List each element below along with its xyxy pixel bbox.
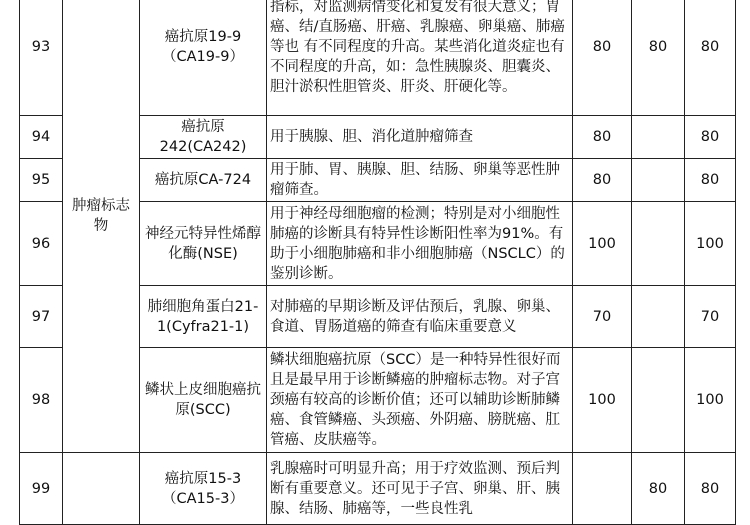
item-name: 癌抗原19-9（CA19-9） bbox=[140, 0, 267, 116]
value-col-3: 100 bbox=[685, 202, 736, 286]
value-col-2: 80 bbox=[632, 453, 685, 525]
item-description: 用于胰腺、胆、消化道肿瘤筛查 bbox=[267, 116, 573, 159]
category-cell-continued bbox=[63, 453, 140, 525]
item-name: 神经元特异性烯醇化酶(NSE) bbox=[140, 202, 267, 286]
item-description: 用于神经母细胞瘤的检测；特别是对小细胞性肺癌的诊断具有特异性诊断阳性率为91%。有助于小细胞肺癌和非小细胞肺癌（NSCLC）的鉴别诊断。 bbox=[267, 202, 573, 286]
value-col-2 bbox=[632, 202, 685, 286]
value-col-3: 70 bbox=[685, 286, 736, 348]
value-col-1: 80 bbox=[573, 159, 632, 202]
row-number: 96 bbox=[20, 202, 63, 286]
value-col-2 bbox=[632, 116, 685, 159]
value-col-1: 100 bbox=[573, 202, 632, 286]
row-number: 98 bbox=[20, 348, 63, 453]
item-description: 乳腺癌时可明显升高；用于疗效监测、预后判断有重要意义。还可见于子宫、卵巢、肝、胰腺、结肠、肺癌等，一些良性乳 bbox=[267, 453, 573, 525]
value-col-1: 70 bbox=[573, 286, 632, 348]
value-col-1 bbox=[573, 453, 632, 525]
item-name: 肺细胞角蛋白21-1(Cyfra21-1) bbox=[140, 286, 267, 348]
value-col-2 bbox=[632, 286, 685, 348]
value-col-2: 80 bbox=[632, 0, 685, 116]
item-name: 癌抗原15-3（CA15-3） bbox=[140, 453, 267, 525]
row-number: 93 bbox=[20, 0, 63, 116]
value-col-2 bbox=[632, 159, 685, 202]
item-description: 指标，对监测病情变化和复发有很大意义；胃癌、结/直肠癌、肝癌、乳腺癌、卵巢癌、肺癌等也 有不同程度的升高。某些消化道炎症也有不同程度的升高，如：急性胰腺炎、胆囊炎、胆汁淤积性胆管炎、肝炎、肝硬化等。 bbox=[267, 0, 573, 116]
exam-items-table bbox=[19, 0, 736, 525]
value-col-1: 80 bbox=[573, 0, 632, 116]
value-col-1: 100 bbox=[573, 348, 632, 453]
item-description: 鳞状细胞癌抗原（SCC）是一种特异性很好而且是最早用于诊断鳞癌的肿瘤标志物。对子宫颈癌有较高的诊断价值；还可以辅助诊断肺鳞癌、食管鳞癌、头颈癌、外阴癌、膀胱癌、肛管癌、皮肤癌等。 bbox=[267, 348, 573, 453]
value-col-2 bbox=[632, 348, 685, 453]
value-col-1: 80 bbox=[573, 116, 632, 159]
table-row bbox=[20, 453, 736, 525]
item-name: 鳞状上皮细胞癌抗原(SCC) bbox=[140, 348, 267, 453]
value-col-3: 80 bbox=[685, 116, 736, 159]
value-col-3: 100 bbox=[685, 348, 736, 453]
value-col-3: 80 bbox=[685, 159, 736, 202]
value-col-3: 80 bbox=[685, 0, 736, 116]
item-name: 癌抗原CA-724 bbox=[140, 159, 267, 202]
item-name: 癌抗原242(CA242) bbox=[140, 116, 267, 159]
row-number: 99 bbox=[20, 453, 63, 525]
table-row bbox=[20, 0, 736, 116]
category-label: 肿瘤标志物 bbox=[63, 0, 140, 453]
row-number: 95 bbox=[20, 159, 63, 202]
item-description: 对肺癌的早期诊断及评估预后，乳腺、卵巢、食道、胃肠道癌的筛查有临床重要意义 bbox=[267, 286, 573, 348]
value-col-3: 80 bbox=[685, 453, 736, 525]
item-description: 用于肺、胃、胰腺、胆、结肠、卵巢等恶性肿瘤筛查。 bbox=[267, 159, 573, 202]
row-number: 94 bbox=[20, 116, 63, 159]
row-number: 97 bbox=[20, 286, 63, 348]
